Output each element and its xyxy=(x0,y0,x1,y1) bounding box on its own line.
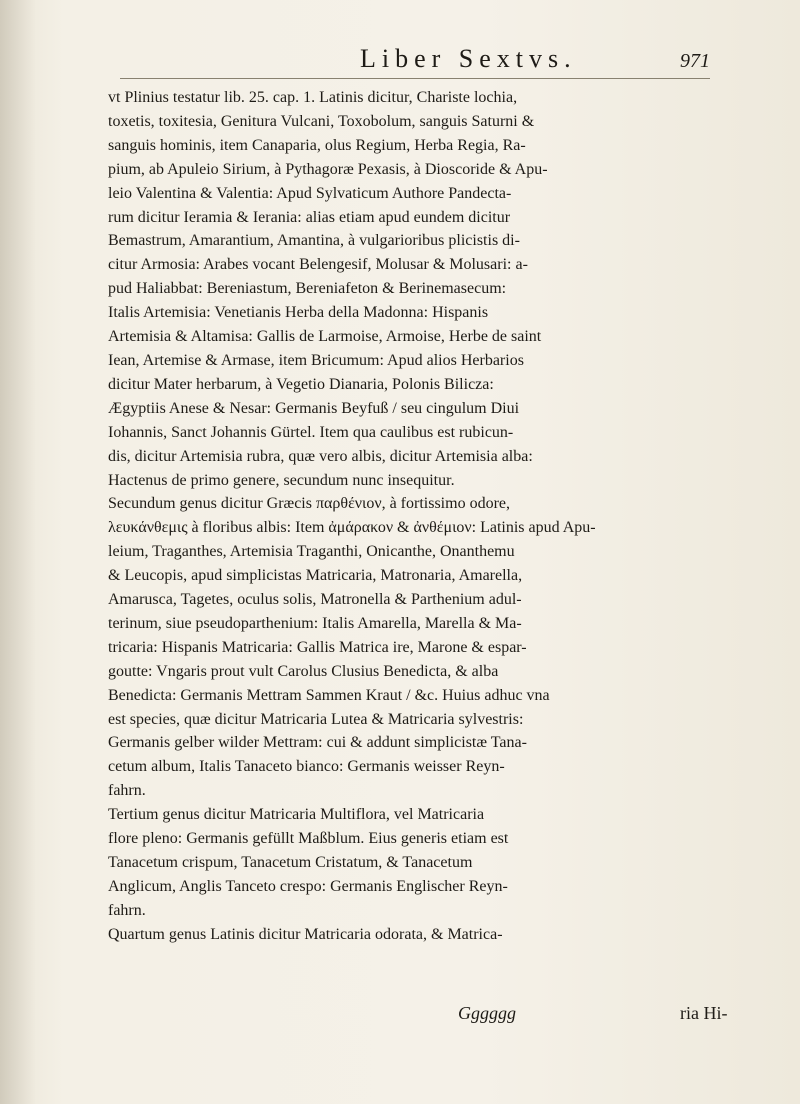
text-line: fahrn. xyxy=(108,782,146,800)
catchword: ria Hi- xyxy=(680,1003,728,1023)
text-line: Germanis gelber wilder Mettram: cui & addunt simplicistæ Tana- xyxy=(108,734,527,752)
page-number: 971 xyxy=(680,50,710,72)
text-line: flore pleno: Germanis gefüllt Maßblum. Eius generis etiam est xyxy=(108,830,509,848)
text-line: vt Plinius testatur lib. 25. cap. 1. Latinis dicitur, Chariste lochia, xyxy=(108,89,518,106)
text-line: fahrn. xyxy=(108,901,146,919)
text-line: pud Haliabbat: Bereniastum, Bereniafeton & Berinemasecum: xyxy=(108,280,507,298)
text-line: Benedicta: Germanis Mettram Sammen Kraut / &c. Huius adhuc vna xyxy=(108,686,550,704)
text-line: est species, quæ dicitur Matricaria Lutea & Matricaria sylvestris: xyxy=(108,710,524,728)
page-header xyxy=(120,38,710,79)
text-line: terinum, siue pseudoparthenium: Italis Amarella, Marella & Ma- xyxy=(108,614,522,632)
signature-mark: Gggggg xyxy=(458,1003,516,1023)
text-line: rum dicitur Ieramia & Ierania: alias etiam apud eundem dicitur xyxy=(108,208,511,226)
text-line: dis, dicitur Artemisia rubra, quæ vero albis, dicitur Artemisia alba: xyxy=(108,447,533,465)
text-line: Anglicum, Anglis Tanceto crespo: Germanis Englischer Reyn- xyxy=(108,877,508,895)
text-line: Hactenus de primo genere, secundum nunc insequitur. xyxy=(108,471,455,489)
text-line: sanguis hominis, item Canaparia, olus Regium, Herba Regia, Ra- xyxy=(108,136,526,154)
gutter-shadow xyxy=(0,0,36,1104)
text-line: leium, Traganthes, Artemisia Traganthi, Onicanthe, Onanthemu xyxy=(108,543,515,561)
text-line: cetum album, Italis Tanaceto bianco: Germanis weisser Reyn- xyxy=(108,758,505,776)
text-line: Secundum genus dicitur Græcis παρθένιον, à fortissimo odore, xyxy=(108,495,510,513)
text-line: Tanacetum crispum, Tanacetum Cristatum, & Tanacetum xyxy=(108,854,473,871)
text-line: Artemisia & Altamisa: Gallis de Larmoise, Armoise, Herbe de saint xyxy=(108,328,542,346)
running-head: Liber Sextvs. xyxy=(360,44,577,73)
text-line: & Leucopis, apud simplicistas Matricaria, Matronaria, Amarella, xyxy=(108,567,523,585)
text-line: Bemastrum, Amarantium, Amantina, à vulgarioribus plicistis di- xyxy=(108,232,520,250)
text-line: Amarusca, Tagetes, oculus solis, Matronella & Parthenium adul- xyxy=(108,591,522,609)
text-line: goutte: Vngaris prout vult Carolus Clusius Benedicta, & alba xyxy=(108,662,499,680)
text-line: leio Valentina & Valentia: Apud Sylvaticum Authore Pandecta- xyxy=(108,184,512,202)
text-line: citur Armosia: Arabes vocant Belengesif, Molusar & Molusari: a- xyxy=(108,256,528,274)
text-line: λευκάνθεμις à floribus albis: Item ἀμάρακον & ἀνθέμιον: Latinis apud Apu- xyxy=(108,519,596,537)
text-line: pium, ab Apuleio Sirium, à Pythagoræ Pexasis, à Dioscoride & Apu- xyxy=(108,160,548,178)
body-text xyxy=(108,86,723,947)
text-line: Quartum genus Latinis dicitur Matricaria odorata, & Matrica- xyxy=(108,925,503,943)
text-line: Iean, Artemise & Armase, item Bricumum: Apud alios Herbarios xyxy=(108,351,524,369)
text-line: Tertium genus dicitur Matricaria Multiflora, vel Matricaria xyxy=(108,806,485,824)
text-line: Ægyptiis Anese & Nesar: Germanis Beyfuß / seu cingulum Diui xyxy=(108,399,520,417)
text-line: toxetis, toxitesia, Genitura Vulcani, Toxobolum, sanguis Saturni & xyxy=(108,112,535,130)
text-line: Italis Artemisia: Venetianis Herba della Madonna: Hispanis xyxy=(108,304,489,322)
text-line: tricaria: Hispanis Matricaria: Gallis Matrica ire, Marone & espar- xyxy=(108,638,527,656)
text-line: dicitur Mater herbarum, à Vegetio Dianaria, Polonis Bilicza: xyxy=(108,375,494,393)
text-line: Iohannis, Sanct Johannis Gürtel. Item qua caulibus est rubicun- xyxy=(108,423,514,441)
